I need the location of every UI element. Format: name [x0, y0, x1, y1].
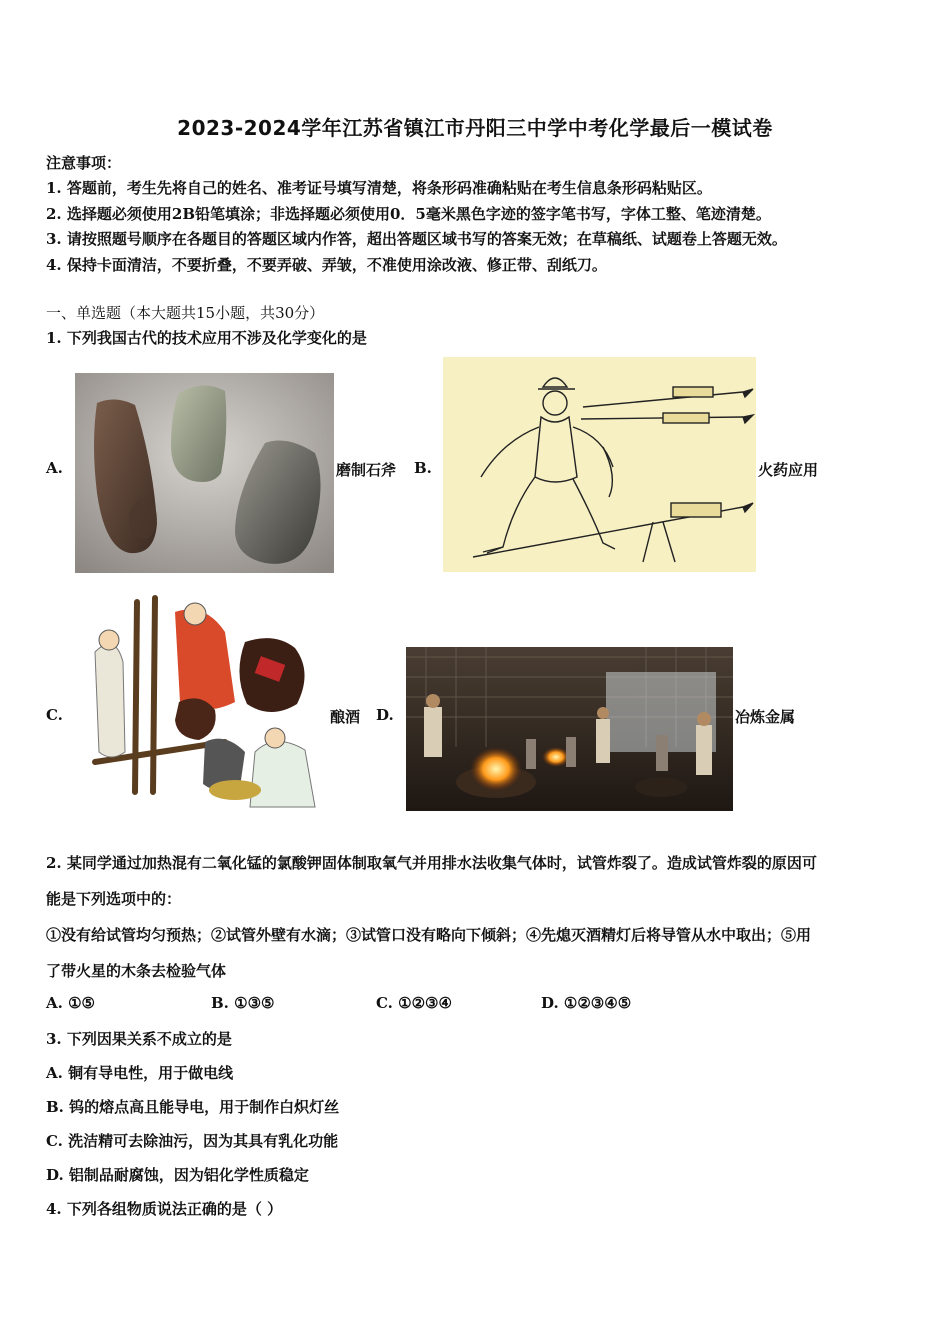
question-2-option-c: C. ①②③④ — [376, 994, 452, 1012]
option-a-letter: A. — [46, 459, 63, 477]
gunpowder-arrows-image — [443, 357, 756, 572]
question-3-option-c: C. 洗洁精可去除油污，因为其具有乳化功能 — [46, 1132, 339, 1150]
notice-item: 2. 选择题必须使用2B铅笔填涂；非选择题必须使用0．5毫米黑色字迹的签字笔书写，字体工整、笔迹清楚。 — [46, 205, 771, 223]
notice-item: 4. 保持卡面清洁，不要折叠，不要弄破、弄皱，不准使用涂改液、修正带、刮纸刀。 — [46, 256, 607, 274]
notice-item: 1. 答题前，考生先将自己的姓名、准考证号填写清楚，将条形码准确粘贴在考生信息条形码粘贴区。 — [46, 179, 712, 197]
question-2-option-a: A. ①⑤ — [46, 994, 95, 1012]
question-3-stem: 3. 下列因果关系不成立的是 — [46, 1030, 232, 1048]
notice-heading: 注意事项： — [46, 154, 122, 172]
option-d-letter: D. — [376, 706, 394, 724]
option-a-caption: 磨制石斧 — [336, 461, 397, 479]
option-b-letter: B. — [414, 459, 432, 477]
stone-axes-image — [75, 373, 334, 573]
question-1-stem: 1. 下列我国古代的技术应用不涉及化学变化的是 — [46, 329, 367, 347]
option-c-caption: 酿酒 — [330, 708, 361, 726]
page-title: 2023-2024学年江苏省镇江市丹阳三中学中考化学最后一模试卷 — [177, 116, 773, 140]
metal-smelting-image — [406, 647, 733, 811]
question-2-option-b: B. ①③⑤ — [211, 994, 275, 1012]
option-c-letter: C. — [46, 706, 63, 724]
question-3-option-b: B. 钨的熔点高且能导电，用于制作白炽灯丝 — [46, 1098, 340, 1116]
question-4-stem: 4. 下列各组物质说法正确的是（ ） — [46, 1200, 283, 1218]
wine-brewing-image — [75, 592, 328, 812]
question-2-list: 了带火星的木条去检验气体 — [46, 962, 227, 980]
notice-item: 3. 请按照题号顺序在各题目的答题区域内作答，超出答题区域书写的答案无效；在草稿纸、试题卷上答题无效。 — [46, 230, 787, 248]
question-2-list: ①没有给试管均匀预热；②试管外壁有水滴；③试管口没有略向下倾斜；④先熄灭酒精灯后将导管从水中取出；⑤用 — [46, 926, 812, 944]
question-3-option-d: D. 铝制品耐腐蚀，因为铝化学性质稳定 — [46, 1166, 309, 1184]
option-d-caption: 冶炼金属 — [735, 708, 796, 726]
question-2-option-d: D. ①②③④⑤ — [541, 994, 632, 1012]
section-heading: 一、单选题（本大题共15小题，共30分） — [46, 304, 325, 322]
question-3-option-a: A. 铜有导电性，用于做电线 — [46, 1064, 234, 1082]
question-2-stem: 2. 某同学通过加热混有二氧化锰的氯酸钾固体制取氧气并用排水法收集气体时，试管炸裂了。造成试管炸裂的原因可 — [46, 854, 817, 872]
option-b-caption: 火药应用 — [758, 461, 819, 479]
question-2-stem: 能是下列选项中的： — [46, 890, 182, 908]
